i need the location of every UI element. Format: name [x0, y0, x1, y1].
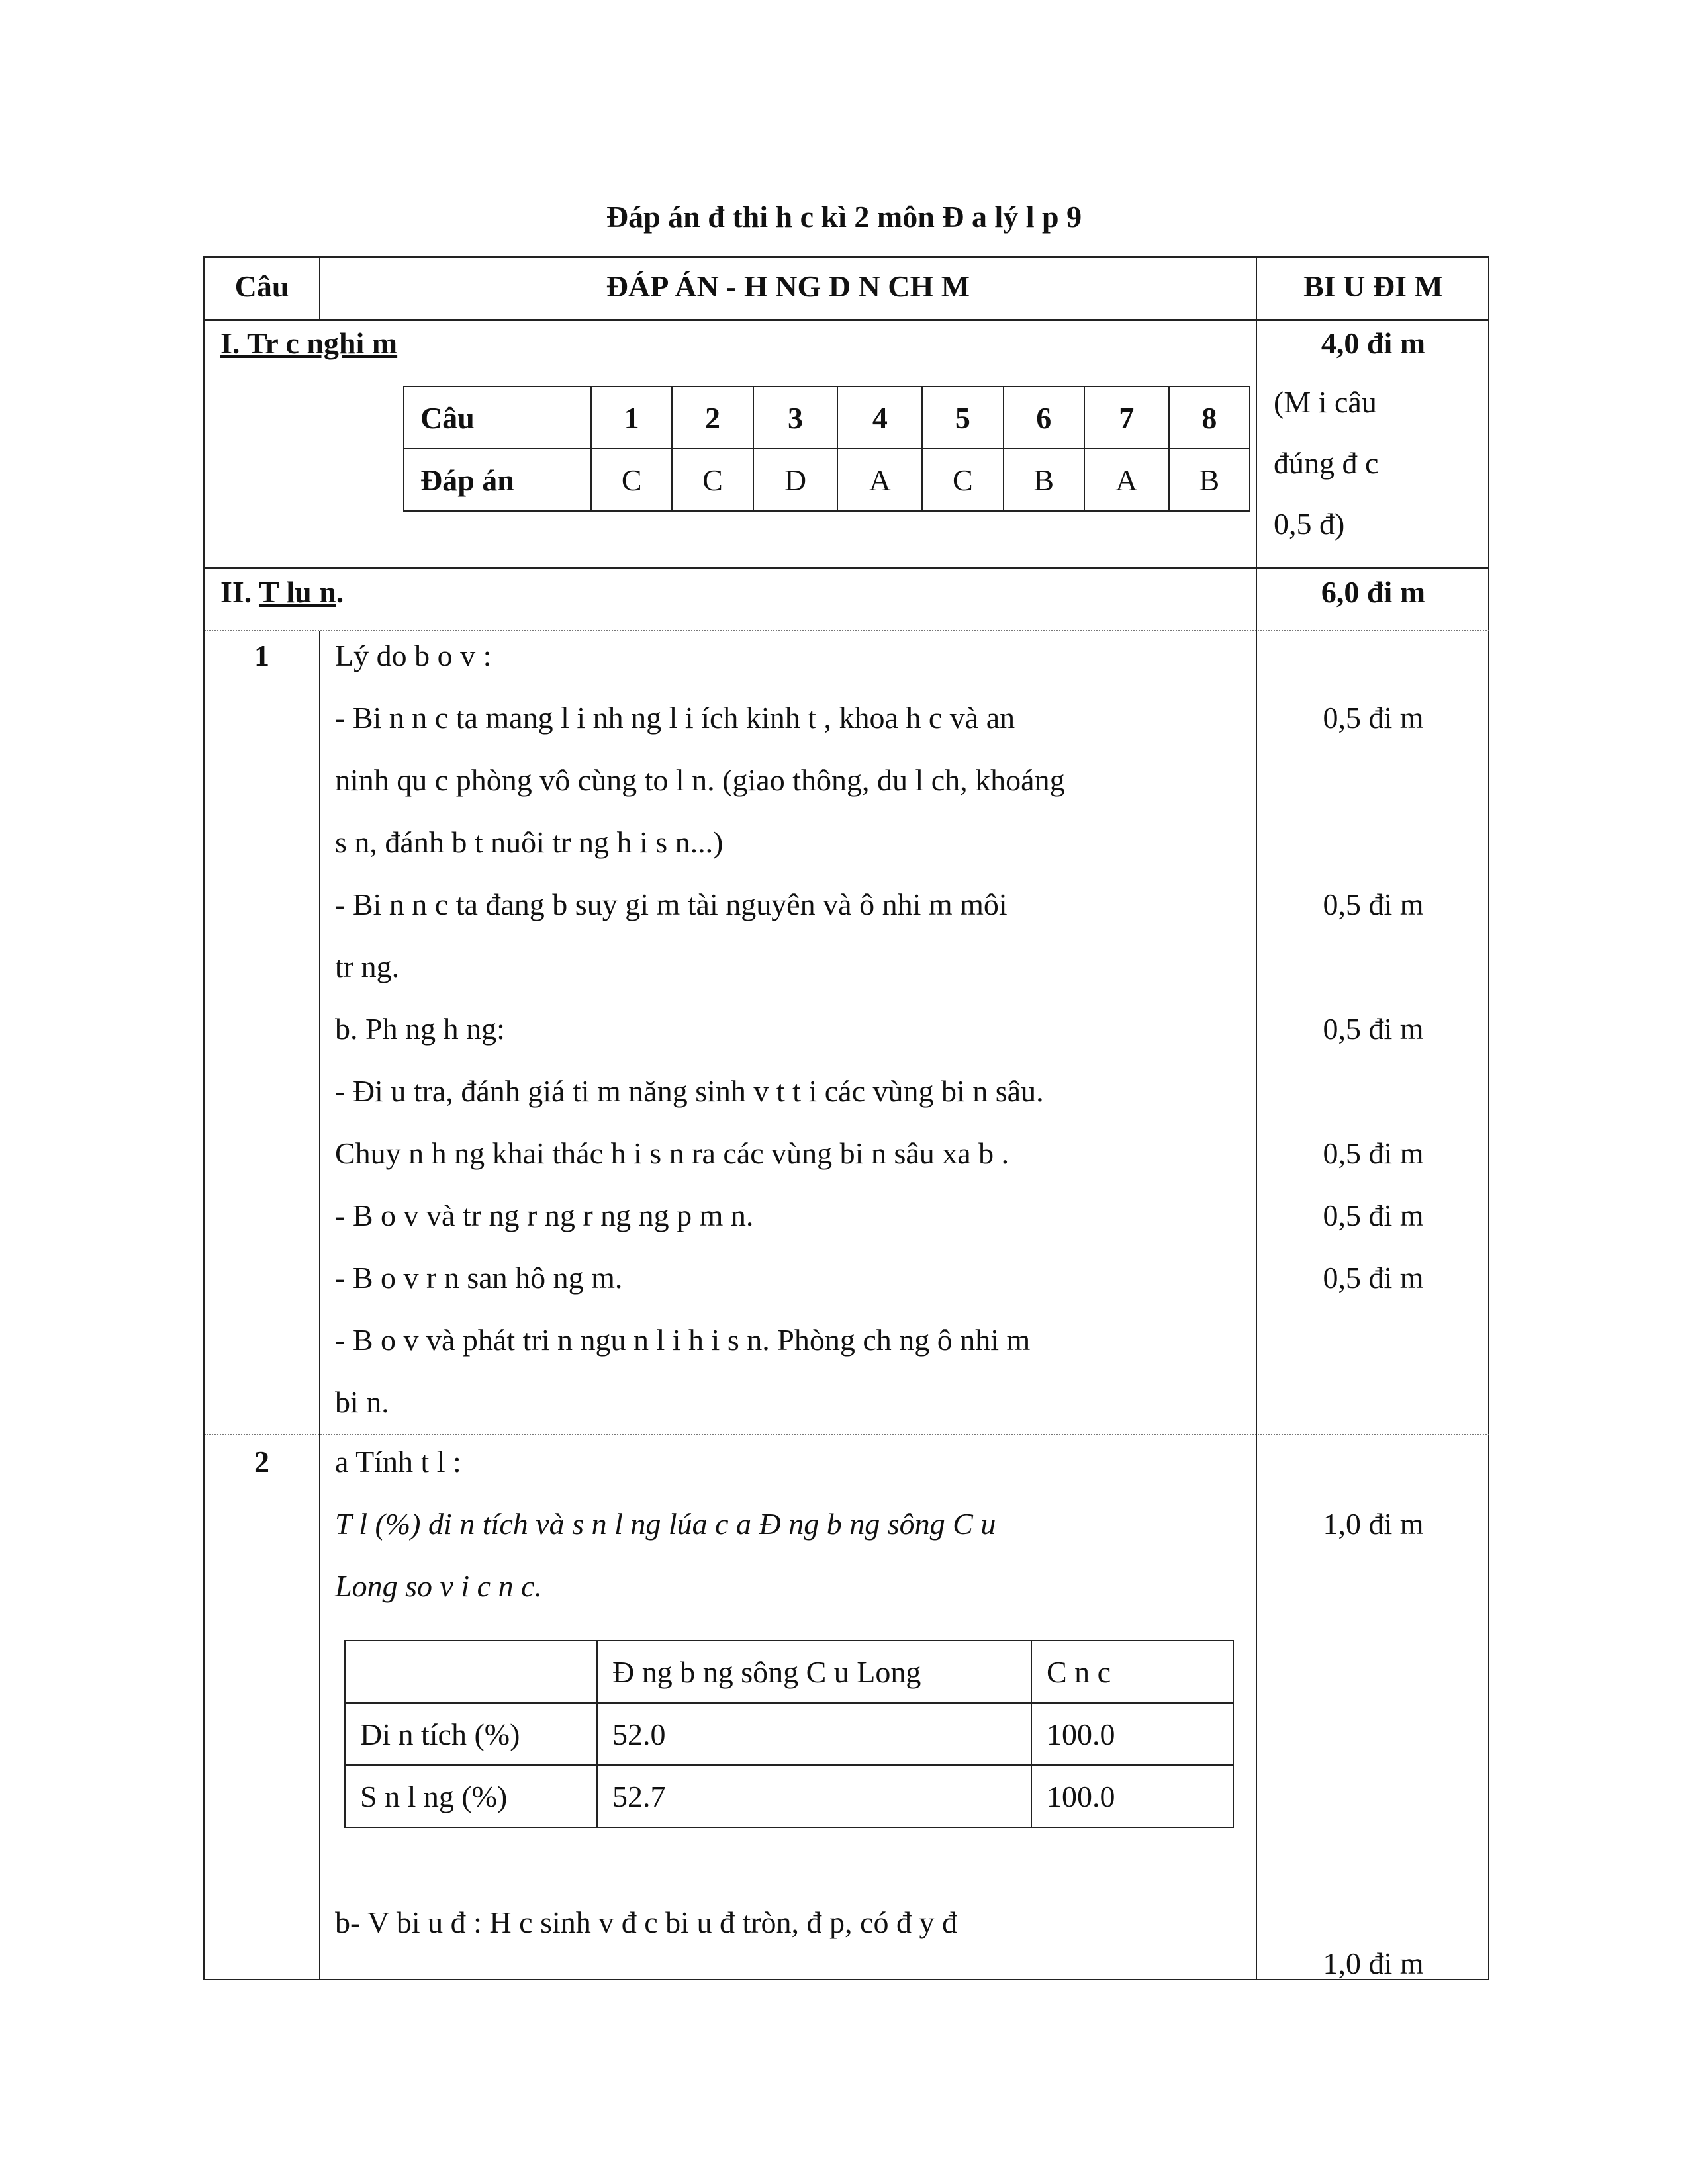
q1-score: 0,5 đi m [1323, 1199, 1424, 1232]
q1-score: 0,5 đi m [1323, 887, 1424, 921]
header-score: BI U ĐI M [1303, 269, 1443, 303]
page-title: Đáp án đ thi h c kì 2 môn Đ a lý l p 9 [606, 200, 1082, 234]
q1-line: - Bi n n c ta mang l i nh ng l i ích kinh t , khoa h c và an [335, 701, 1015, 735]
q1-line: b. Ph ng h ng: [335, 1012, 505, 1046]
q1-score: 0,5 đi m [1323, 1136, 1424, 1170]
multiple-choice-table [403, 386, 1250, 512]
col-divider-left-body [319, 631, 320, 1980]
q1-line: - B o v và tr ng r ng r ng ng p m n. [335, 1199, 754, 1232]
table-row: Đáp án C C D A C B A B [404, 449, 1250, 511]
q2-score-b: 1,0 đi m [1323, 1946, 1424, 1980]
mc-row-label-answer: Đáp án [404, 449, 591, 511]
q1-number: 1 [254, 639, 269, 672]
q1-line: bi n. [335, 1385, 389, 1419]
table-row: Đ ng b ng sông C u Long C n c [345, 1641, 1233, 1703]
part1-bottom-border [205, 567, 1489, 569]
q2-score-a: 1,0 đi m [1323, 1507, 1424, 1541]
q1-line: Lý do b o v : [335, 639, 492, 672]
table-top-border [203, 256, 1489, 258]
header-answer-guide: ĐÁP ÁN - H NG D N CH M [606, 269, 970, 303]
table-row: S n l ng (%) 52.7 100.0 [345, 1765, 1233, 1827]
q2-part-b: b- V bi u đ : H c sinh v đ c bi u đ tròn, đ p, có đ y đ [335, 1905, 957, 1939]
q1-line: - Bi n n c ta đang b suy gi m tài nguyên và ô nhi m môi [335, 887, 1008, 921]
q1-line: tr ng. [335, 950, 400, 983]
q1-line: - B o v r n san hô ng m. [335, 1261, 623, 1295]
col-divider-right [1256, 256, 1257, 1980]
q2-number: 2 [254, 1445, 269, 1479]
part1-score-note: (M i câu đúng đ c 0,5 đ) [1274, 385, 1379, 541]
q2-italic-line: T l (%) di n tích và s n l ng lúa c a Đ ng b ng sông C u [335, 1507, 996, 1541]
q2-italic-line: Long so v i c n c. [335, 1569, 543, 1603]
q1-score: 0,5 đi m [1323, 701, 1424, 735]
mc-row-label-question: Câu [404, 387, 591, 449]
table-row: Di n tích (%) 52.0 100.0 [345, 1703, 1233, 1765]
q1-bottom-border [205, 1434, 1489, 1435]
part2-heading-bottom-border [205, 630, 1489, 631]
q1-score: 0,5 đi m [1323, 1012, 1424, 1046]
q1-line: - B o v và phát tri n ngu n l i h i s n. Phòng ch ng ô nhi m [335, 1323, 1031, 1357]
q1-line: ninh qu c phòng vô cùng to l n. (giao thông, du l ch, khoáng [335, 763, 1065, 797]
q1-line: Chuy n h ng khai thác h i s n ra các vùng bi n sâu xa b . [335, 1136, 1009, 1170]
percentage-table [344, 1640, 1234, 1828]
q1-line: s n, đánh b t nuôi tr ng h i s n...) [335, 825, 724, 859]
answer-key-table [203, 256, 1489, 1980]
header-bottom-border [205, 319, 1489, 321]
part1-heading: I. Tr c nghi m [220, 326, 398, 360]
part2-score: 6,0 đi m [1321, 575, 1426, 609]
q2-intro: a Tính t l : [335, 1445, 461, 1479]
part2-heading: II. T lu n. [220, 575, 344, 609]
table-row: Câu 1 2 3 4 5 6 7 8 [404, 387, 1250, 449]
part1-score: 4,0 đi m [1321, 326, 1426, 360]
q1-score: 0,5 đi m [1323, 1261, 1424, 1295]
q1-line: - Đi u tra, đánh giá ti m năng sinh v t t i các vùng bi n sâu. [335, 1074, 1044, 1108]
header-question: Câu [234, 269, 289, 303]
